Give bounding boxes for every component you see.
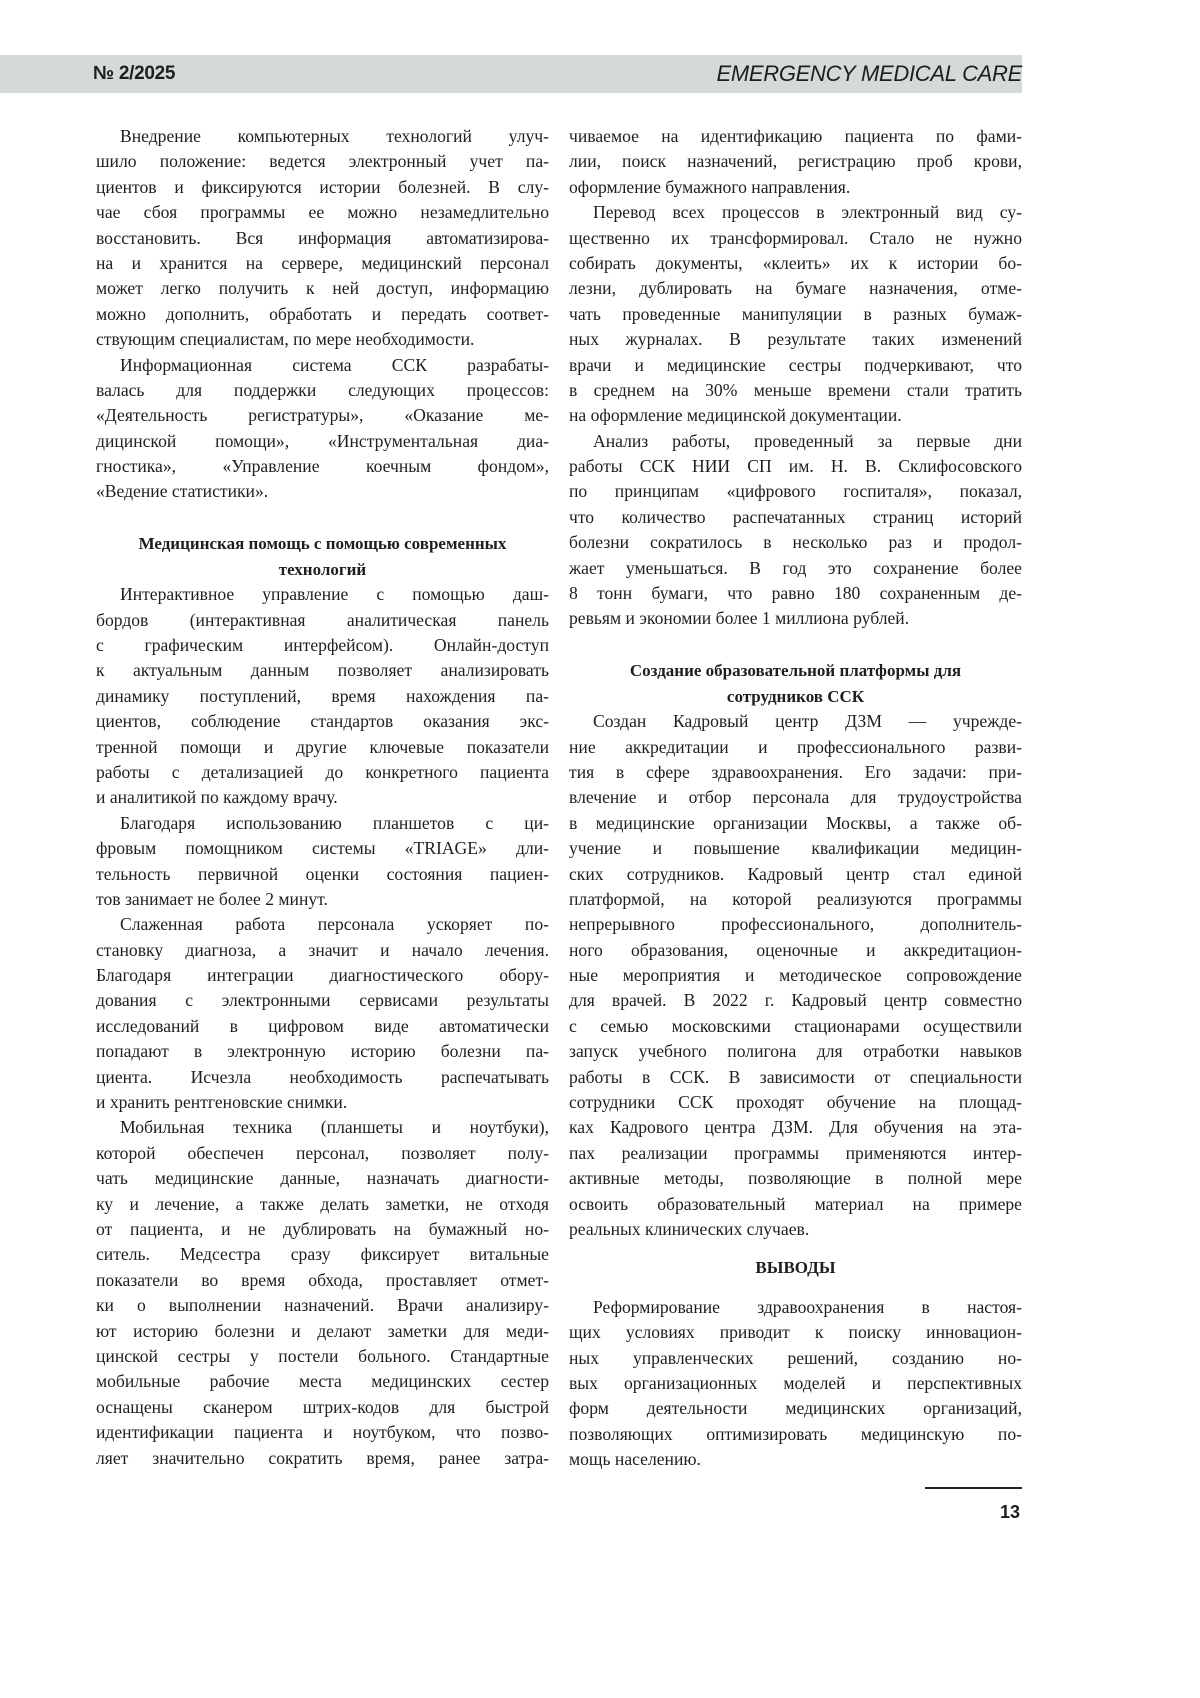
text-line: шило положение: ведется электронный учет па-: [96, 151, 549, 172]
text-line: ных управленческих решений, созданию но-: [569, 1347, 1022, 1368]
text-line: Анализ работы, проведенный за первые дни: [593, 430, 1022, 451]
text-line: Слаженная работа персонала ускоряет по-: [120, 914, 549, 935]
text-line: чать медицинские данные, назначать диагности-: [96, 1168, 549, 1189]
text-line: технологий: [278, 559, 367, 579]
text-line: освоить образовательный материал на примере: [569, 1193, 1022, 1214]
text-line: ют историю болезни и делают заметки для меди-: [96, 1320, 549, 1341]
text-line: тельность первичной оценки состояния пациен-: [96, 863, 549, 884]
text-line: щественно их трансформировал. Стало не нужно: [569, 227, 1022, 248]
text-line: щих условиях приводит к поиску инновацион-: [569, 1322, 1022, 1343]
text-line: чиваемое на идентификацию пациента по фами-: [569, 126, 1022, 146]
section-heading: [569, 658, 1022, 709]
text-line: оснащены сканером штрих-кодов для быстрой: [96, 1396, 549, 1417]
text-line: оформление бумажного направления.: [569, 176, 851, 197]
paragraph: [96, 582, 549, 811]
text-line: форм деятельности медицинских организаций,: [569, 1398, 1022, 1419]
paragraph: [569, 429, 1022, 632]
text-line: Создан Кадровый центр ДЗМ — учрежде-: [593, 711, 1022, 732]
text-line: лезни, дублировать на бумаге назначения, отме-: [569, 278, 1022, 299]
text-line: в медицинские организации Москвы, а также об-: [569, 812, 1022, 833]
text-line: с семью московскими стационарами осуществили: [569, 1015, 1022, 1036]
text-line: динамику поступлений, время нахождения па-: [96, 685, 549, 706]
text-line: для врачей. В 2022 г. Кадровый центр совместно: [569, 990, 1022, 1011]
text-line: по принципам «цифрового госпиталя», показал,: [569, 481, 1022, 502]
text-line: тия в сфере здравоохранения. Его задачи: при-: [569, 761, 1022, 782]
text-line: к актуальным данным позволяет анализировать: [96, 660, 549, 681]
text-line: может легко получить к ней доступ, информацию: [96, 278, 549, 299]
paragraph: [96, 353, 549, 505]
text-line: тов занимает не более 2 минут.: [96, 888, 328, 909]
paragraph: [569, 709, 1022, 1242]
text-line: непрерывного профессионального, дополнитель-: [569, 914, 1022, 935]
text-line: ствующим специалистам, по мере необходимости.: [96, 329, 475, 350]
paragraph: [569, 200, 1022, 429]
text-line: Внедрение компьютерных технологий улуч-: [120, 126, 549, 146]
text-line: ние аккредитации и профессионального разви-: [569, 736, 1022, 757]
text-line: работы с детализацией до конкретного пациента: [96, 761, 549, 782]
left-column: [96, 124, 549, 1471]
text-line: ситель. Медсестра сразу фиксирует витальные: [96, 1244, 549, 1265]
text-line: пах реализации программы применяются интер-: [569, 1142, 1022, 1163]
text-line: что количество распечатанных страниц историй: [569, 506, 1022, 527]
section-heading: [569, 1255, 1022, 1280]
paragraph: [96, 1115, 549, 1470]
page-number: 13: [1000, 1502, 1021, 1522]
text-line: исследований в цифровом виде автоматически: [96, 1015, 549, 1036]
text-line: цинской сестры у постели больного. Стандартные: [96, 1345, 549, 1366]
text-line: мощь населению.: [569, 1449, 701, 1470]
text-line: ских сотрудников. Кадровый центр стал единой: [569, 863, 1022, 884]
text-line: Мобильная техника (планшеты и ноутбуки),: [120, 1117, 549, 1138]
text-line: «Ведение статистики».: [96, 481, 269, 502]
issue-number: № 2/2025: [93, 63, 176, 84]
text-line: ных журналах. В результате таких изменений: [569, 329, 1022, 350]
text-line: на и хранится на сервере, медицинский персонал: [96, 252, 549, 273]
text-line: циента. Исчезла необходимость распечатывать: [96, 1066, 549, 1087]
text-line: циентов, соблюдение стандартов оказания экс-: [96, 711, 549, 732]
text-line: вых организационных моделей и перспективных: [569, 1372, 1022, 1393]
text-line: Перевод всех процессов в электронный вид су-: [593, 202, 1022, 223]
text-line: платформой, на которой реализуются программы: [569, 888, 1022, 909]
paragraph: [96, 811, 549, 913]
text-line: идентификации пациента и ноутбуком, что позво-: [96, 1422, 549, 1443]
paragraph: [96, 124, 549, 353]
text-line: ки о выполнении назначений. Врачи анализиру-: [96, 1295, 549, 1316]
text-line: фровым помощником системы «TRIAGE» дли-: [96, 838, 549, 859]
text-line: которой обеспечен персонал, позволяет полу-: [96, 1142, 549, 1163]
text-line: дования с электронными сервисами результаты: [96, 990, 549, 1011]
text-line: бордов (интерактивная аналитическая панель: [96, 609, 549, 630]
text-line: становку диагноза, а значит и начало лечения.: [96, 939, 549, 960]
journal-title: EMERGENCY MEDICAL CARE: [716, 61, 1022, 86]
text-line: попадают в электронную историю болезни па-: [96, 1041, 549, 1062]
text-line: ках Кадрового центра ДЗМ. Для обучения на эта-: [569, 1117, 1022, 1138]
text-line: активные методы, позволяющие в полной мере: [569, 1168, 1022, 1189]
text-line: Информационная система ССК разрабаты-: [120, 354, 549, 375]
text-line: позволяющих оптимизировать медицинскую по-: [569, 1423, 1022, 1444]
text-line: 8 тонн бумаги, что равно 180 сохраненным де-: [569, 583, 1022, 604]
text-line: ревьям и экономии более 1 миллиона рублей.: [569, 608, 910, 629]
text-line: и хранить рентгеновские снимки.: [96, 1092, 348, 1113]
text-line: Медицинская помощь с помощью современных: [138, 534, 507, 554]
text-line: лии, поиск назначений, регистрацию проб крови,: [569, 151, 1022, 172]
text-line: восстановить. Вся информация автоматизирова-: [96, 227, 549, 248]
text-line: можно дополнить, обработать и передать соответ-: [96, 303, 549, 324]
text-line: жает уменьшаться. В год это сохранение более: [569, 557, 1022, 578]
text-line: показатели во время обхода, проставляет отмет-: [96, 1269, 549, 1290]
text-line: собирать документы, «клеить» их к истории бо-: [569, 252, 1022, 273]
text-line: чать проведенные манипуляции в разных бумаж-: [569, 303, 1022, 324]
paragraph: [96, 912, 549, 1115]
text-line: ВЫВОДЫ: [755, 1258, 836, 1278]
text-line: сотрудников ССК: [726, 686, 865, 706]
text-line: в среднем на 30% меньше времени стали тратить: [569, 379, 1022, 400]
right-column: [569, 124, 1022, 1473]
text-line: Благодаря интеграции диагностического обору-: [96, 965, 549, 986]
text-line: дицинской помощи», «Инструментальная диа-: [96, 430, 549, 451]
text-line: тренной помощи и другие ключевые показатели: [96, 736, 549, 757]
text-line: учение и повышение квалификации медицин-: [569, 838, 1022, 859]
text-line: Благодаря использованию планшетов с ци-: [120, 812, 549, 833]
text-line: Реформирование здравоохранения в настоя-: [593, 1296, 1022, 1317]
text-line: валась для поддержки следующих процессов:: [96, 379, 549, 400]
text-line: ку и лечение, а также делать заметки, не отходя: [96, 1193, 549, 1214]
paragraph: [569, 1295, 1022, 1473]
text-line: циентов и фиксируются истории болезней. В слу-: [96, 176, 549, 197]
text-line: Создание образовательной платформы для: [629, 661, 962, 681]
text-line: ляет значительно сократить время, ранее затра-: [96, 1447, 549, 1468]
section-heading: [96, 531, 549, 582]
footer-rule: [925, 1487, 1022, 1489]
text-line: сотрудники ССК проходят обучение на площад-: [569, 1092, 1022, 1113]
text-line: мобильные рабочие места медицинских сестер: [96, 1371, 549, 1392]
text-line: болезни сократилось в несколько раз и продол-: [569, 532, 1022, 553]
text-line: работы ССК НИИ СП им. Н. В. Склифосовского: [569, 456, 1022, 477]
text-line: на оформление медицинской документации.: [569, 405, 902, 426]
text-line: гностика», «Управление коечным фондом»,: [96, 456, 549, 477]
text-line: ные мероприятия и методическое сопровождение: [569, 965, 1022, 986]
text-line: чае сбоя программы ее можно незамедлительно: [96, 202, 549, 223]
text-line: от пациента, и не дублировать на бумажный но-: [96, 1219, 549, 1239]
text-line: Интерактивное управление с помощью даш-: [120, 584, 549, 605]
text-line: с графическим интерфейсом). Онлайн-доступ: [96, 635, 549, 656]
text-line: реальных клинических случаев.: [569, 1219, 810, 1239]
paragraph: [569, 124, 1022, 200]
text-line: и аналитикой по каждому врачу.: [96, 787, 338, 808]
text-line: врачи и медицинские сестры подчеркивают, что: [569, 354, 1022, 375]
text-line: запуск учебного полигона для отработки навыков: [569, 1041, 1022, 1062]
text-line: «Деятельность регистратуры», «Оказание ме-: [96, 405, 549, 426]
text-line: влечение и отбор персонала для трудоустройства: [569, 787, 1022, 808]
text-line: ного образования, оценочные и аккредитацион-: [569, 939, 1022, 960]
text-line: работы в ССК. В зависимости от специальности: [569, 1066, 1022, 1087]
